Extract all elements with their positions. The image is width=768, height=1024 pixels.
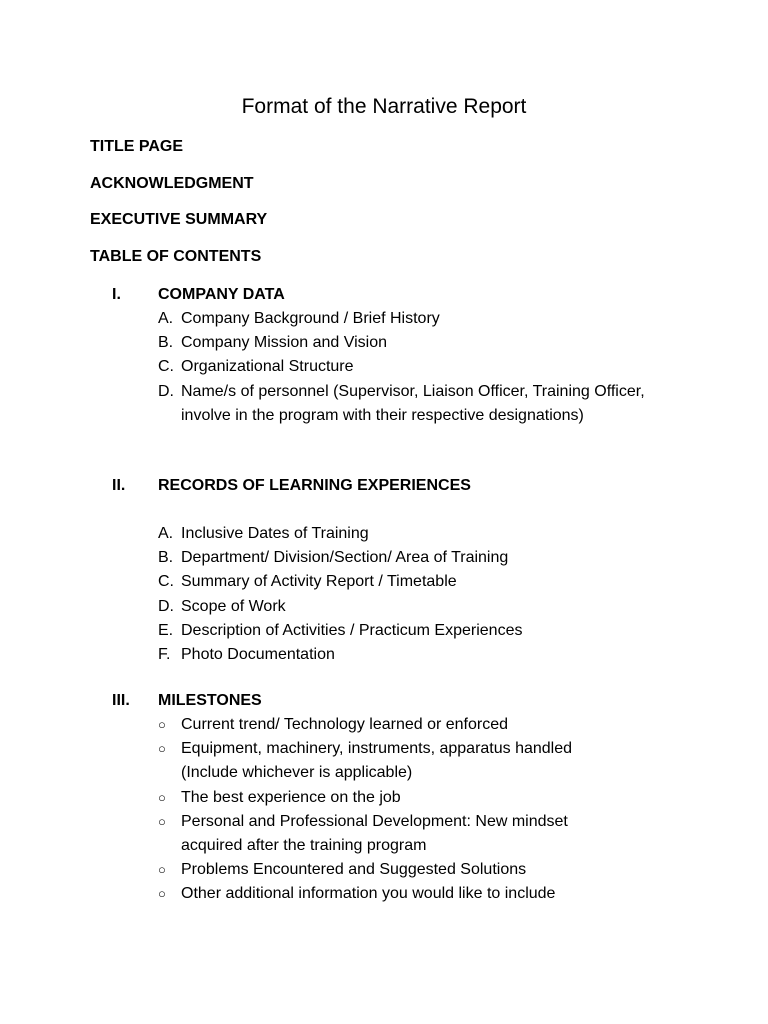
- learning-experiences-list: [158, 522, 678, 667]
- list-item: [158, 355, 678, 379]
- milestones-list: [158, 713, 628, 907]
- list-marker: D.: [158, 382, 174, 400]
- list-marker: A.: [158, 310, 174, 327]
- list-marker: B.: [158, 549, 174, 567]
- list-item: [158, 786, 628, 810]
- list-item-text: Inclusive Dates of Training: [181, 525, 369, 542]
- section-heading-milestones: MILESTONES: [158, 692, 262, 709]
- list-item-text: Company Mission and Vision: [181, 334, 388, 352]
- circle-bullet-icon: ○: [158, 862, 166, 878]
- list-item-text: Organizational Structure: [181, 358, 354, 376]
- section-heading-company-data: COMPANY DATA: [158, 286, 285, 303]
- front-matter-executive-summary: EXECUTIVE SUMMARY: [90, 211, 268, 228]
- list-item: [158, 307, 678, 331]
- list-marker: A.: [158, 525, 174, 542]
- list-marker: C.: [158, 573, 174, 591]
- list-item-text: Photo Documentation: [181, 646, 335, 664]
- list-item: [158, 858, 628, 882]
- list-item-text: Scope of Work: [181, 597, 286, 615]
- list-item: [158, 643, 678, 667]
- list-marker: E.: [158, 621, 174, 639]
- circle-bullet-icon: ○: [158, 717, 166, 732]
- circle-bullet-icon: ○: [158, 741, 166, 757]
- front-matter-acknowledgment: ACKNOWLEDGMENT: [90, 175, 254, 192]
- list-item: [158, 810, 628, 858]
- list-item: [158, 882, 628, 906]
- page-title: Format of the Narrative Report: [241, 95, 527, 118]
- list-marker: B.: [158, 334, 174, 352]
- list-item: [158, 595, 678, 619]
- list-marker: C.: [158, 358, 174, 376]
- list-item-text: Equipment, machinery, instruments, apparatus handled (Include whichever is applicable): [181, 740, 573, 782]
- list-item: [158, 546, 678, 570]
- circle-bullet-icon: ○: [158, 813, 166, 829]
- list-item-text: Summary of Activity Report / Timetable: [181, 573, 457, 591]
- section-heading-records-of-learning: RECORDS OF LEARNING EXPERIENCES: [158, 477, 471, 494]
- list-marker: F.: [158, 646, 171, 664]
- circle-bullet-icon: ○: [158, 789, 166, 805]
- list-item-text: Problems Encountered and Suggested Solutions: [181, 861, 527, 879]
- list-item-text: Description of Activities / Practicum Experiences: [181, 621, 523, 639]
- section-numeral: II.: [112, 477, 126, 494]
- list-item-text: Company Background / Brief History: [181, 310, 440, 327]
- list-item: [158, 570, 678, 594]
- circle-bullet-icon: ○: [158, 886, 166, 902]
- list-item: [158, 522, 678, 546]
- section-numeral: I.: [112, 286, 121, 303]
- list-item-text: Current trend/ Technology learned or enforced: [181, 716, 509, 733]
- list-item: [158, 380, 646, 428]
- list-item-text: Personal and Professional Development: New mindset acquired after the training program: [181, 812, 568, 855]
- company-data-list: [158, 307, 678, 428]
- front-matter-title-page: TITLE PAGE: [90, 138, 184, 155]
- list-marker: D.: [158, 597, 174, 615]
- list-item: [158, 737, 628, 785]
- list-item: [158, 331, 678, 355]
- section-numeral: III.: [112, 692, 130, 709]
- front-matter-table-of-contents: TABLE OF CONTENTS: [90, 248, 262, 265]
- list-item-text: The best experience on the job: [181, 788, 401, 806]
- list-item-text: Other additional information you would like to include: [181, 885, 556, 903]
- list-item: [158, 713, 628, 737]
- list-item: [158, 619, 678, 643]
- list-item-text: Name/s of personnel (Supervisor, Liaison Officer, Training Officer, involve in the program with their respective designations): [181, 382, 645, 424]
- list-item-text: Department/ Division/Section/ Area of Training: [181, 549, 509, 567]
